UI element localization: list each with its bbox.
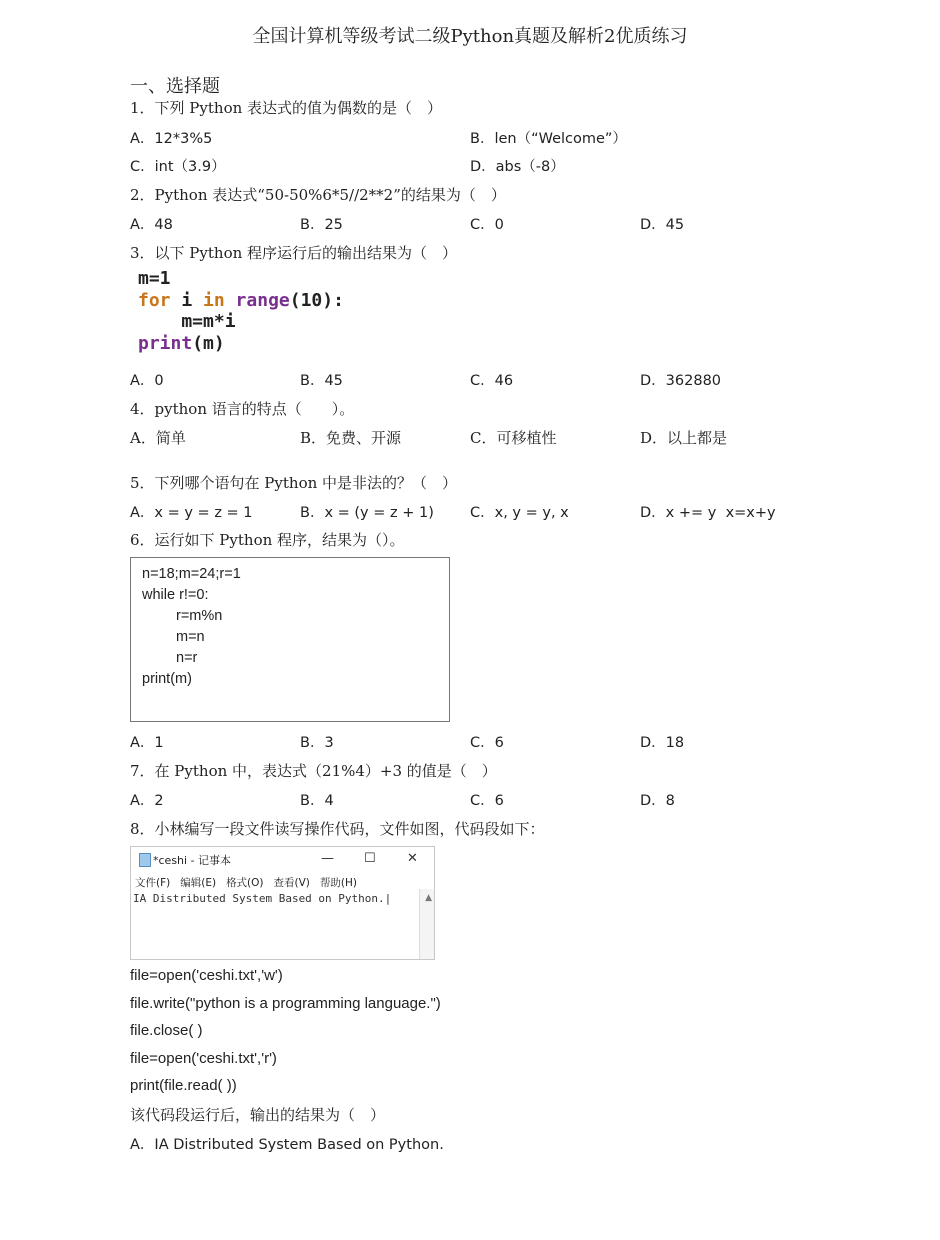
- q6-code-line: while r!=0:: [142, 587, 209, 603]
- q4-option-d: D．以上都是: [640, 429, 728, 447]
- notepad-title: *ceshi - 记事本: [153, 854, 232, 867]
- q6-option-d: D．18: [640, 735, 685, 751]
- q8-option-a: A．IA Distributed System Based on Python.: [130, 1137, 444, 1153]
- q1-option-b: B．len（“Welcome”）: [470, 131, 627, 147]
- function-range: range: [224, 289, 290, 311]
- question-1-stem: 1．下列 Python 表达式的值为偶数的是（ ）: [130, 99, 443, 117]
- question-5-stem: 5．下列哪个语句在 Python 中是非法的？（ ）: [130, 474, 458, 492]
- q5-option-c: C．x, y = y, x: [470, 505, 569, 521]
- q4-option-c: C．可移植性: [470, 429, 557, 447]
- q5-option-a: A．x = y = z = 1: [130, 505, 253, 521]
- q8-code-line: file.close( ): [130, 1022, 203, 1039]
- notepad-content: IA Distributed System Based on Python.|: [133, 892, 392, 905]
- q6-code-line: r=m%n: [176, 608, 223, 624]
- q2-option-c: C．0: [470, 217, 504, 233]
- q8-code-line: file.write("python is a programming language."): [130, 995, 441, 1012]
- q4-option-a: A．简单: [130, 429, 186, 447]
- q3-code-line-4: [138, 333, 225, 354]
- q3-code-line-1: m=1: [138, 268, 171, 289]
- keyword-in: in: [203, 289, 225, 311]
- q8-code-line: file=open('ceshi.txt','w'): [130, 967, 283, 984]
- q7-option-c: C．6: [470, 793, 504, 809]
- menu-file: 文件(F): [135, 877, 171, 889]
- q3-code-line-2: [138, 290, 344, 311]
- q2-option-d: D．45: [640, 217, 685, 233]
- q6-code-box: [130, 557, 450, 722]
- q2-option-b: B．25: [300, 217, 343, 233]
- keyword-for: for: [138, 289, 171, 311]
- q6-code-line: n=r: [176, 650, 198, 666]
- question-2-stem: 2．Python 表达式“50-50%6*5//2**2”的结果为（ ）: [130, 186, 506, 204]
- question-6-stem: 6．运行如下 Python 程序，结果为（）。: [130, 531, 405, 549]
- q7-option-a: A．2: [130, 793, 164, 809]
- q3-code-block: [138, 268, 344, 355]
- q7-option-d: D．8: [640, 793, 675, 809]
- close-icon: ✕: [407, 851, 418, 866]
- question-4-stem: 4．python 语言的特点（ ）。: [130, 400, 355, 418]
- q1-option-c: C．int（3.9）: [130, 159, 226, 175]
- q6-option-c: C．6: [470, 735, 504, 751]
- menu-help: 帮助(H): [319, 877, 358, 889]
- q5-option-b: B．x = (y = z + 1): [300, 505, 434, 521]
- range-args: (10):: [289, 289, 344, 311]
- maximize-icon: ☐: [364, 851, 376, 866]
- q6-option-a: A．1: [130, 735, 164, 751]
- q3-option-b: B．45: [300, 373, 343, 389]
- q6-code-line: n=18;m=24;r=1: [142, 566, 241, 582]
- q1-option-d: D．abs（-8）: [470, 159, 565, 175]
- q8-code-line: file=open('ceshi.txt','r'): [130, 1050, 277, 1067]
- q4-option-b: B．免费、开源: [300, 429, 402, 447]
- q3-code-line-3: m=m*i: [138, 311, 236, 333]
- menu-edit: 编辑(E): [180, 877, 217, 889]
- q5-option-d: D．x += y x=x+y: [640, 505, 776, 521]
- q3-option-c: C．46: [470, 373, 514, 389]
- question-3-stem: 3．以下 Python 程序运行后的输出结果为（ ）: [130, 244, 458, 262]
- notepad-screenshot: [130, 846, 435, 960]
- q8-code-line: print(file.read( )): [130, 1077, 237, 1094]
- menu-format: 格式(O): [226, 877, 264, 889]
- question-8-stem: 8．小林编写一段文件读写操作代码，文件如图，代码段如下：: [130, 820, 545, 838]
- scroll-up-icon: ▲: [425, 893, 432, 903]
- notepad-menu-bar: [135, 875, 367, 890]
- q6-code-line: m=n: [176, 629, 205, 645]
- minimize-icon: —: [321, 851, 334, 866]
- section-heading: 一、选择题: [130, 76, 220, 97]
- question-7-stem: 7．在 Python 中，表达式（21%4）+3 的值是（ ）: [130, 762, 497, 780]
- loop-variable: i: [170, 289, 204, 311]
- q1-option-a: A．12*3%5: [130, 131, 213, 147]
- print-args: (m): [192, 333, 225, 355]
- notepad-app-icon: [139, 853, 151, 867]
- q3-option-a: A．0: [130, 373, 164, 389]
- q8-question: 该代码段运行后，输出的结果为（ ）: [130, 1106, 386, 1124]
- q6-option-b: B．3: [300, 735, 334, 751]
- menu-view: 查看(V): [273, 877, 310, 889]
- function-print: print: [138, 333, 193, 355]
- q2-option-a: A．48: [130, 217, 173, 233]
- q7-option-b: B．4: [300, 793, 334, 809]
- q3-option-d: D．362880: [640, 373, 722, 389]
- page-title: 全国计算机等级考试二级Python真题及解析2优质练习: [252, 26, 688, 47]
- q6-code-line: print(m): [142, 671, 192, 687]
